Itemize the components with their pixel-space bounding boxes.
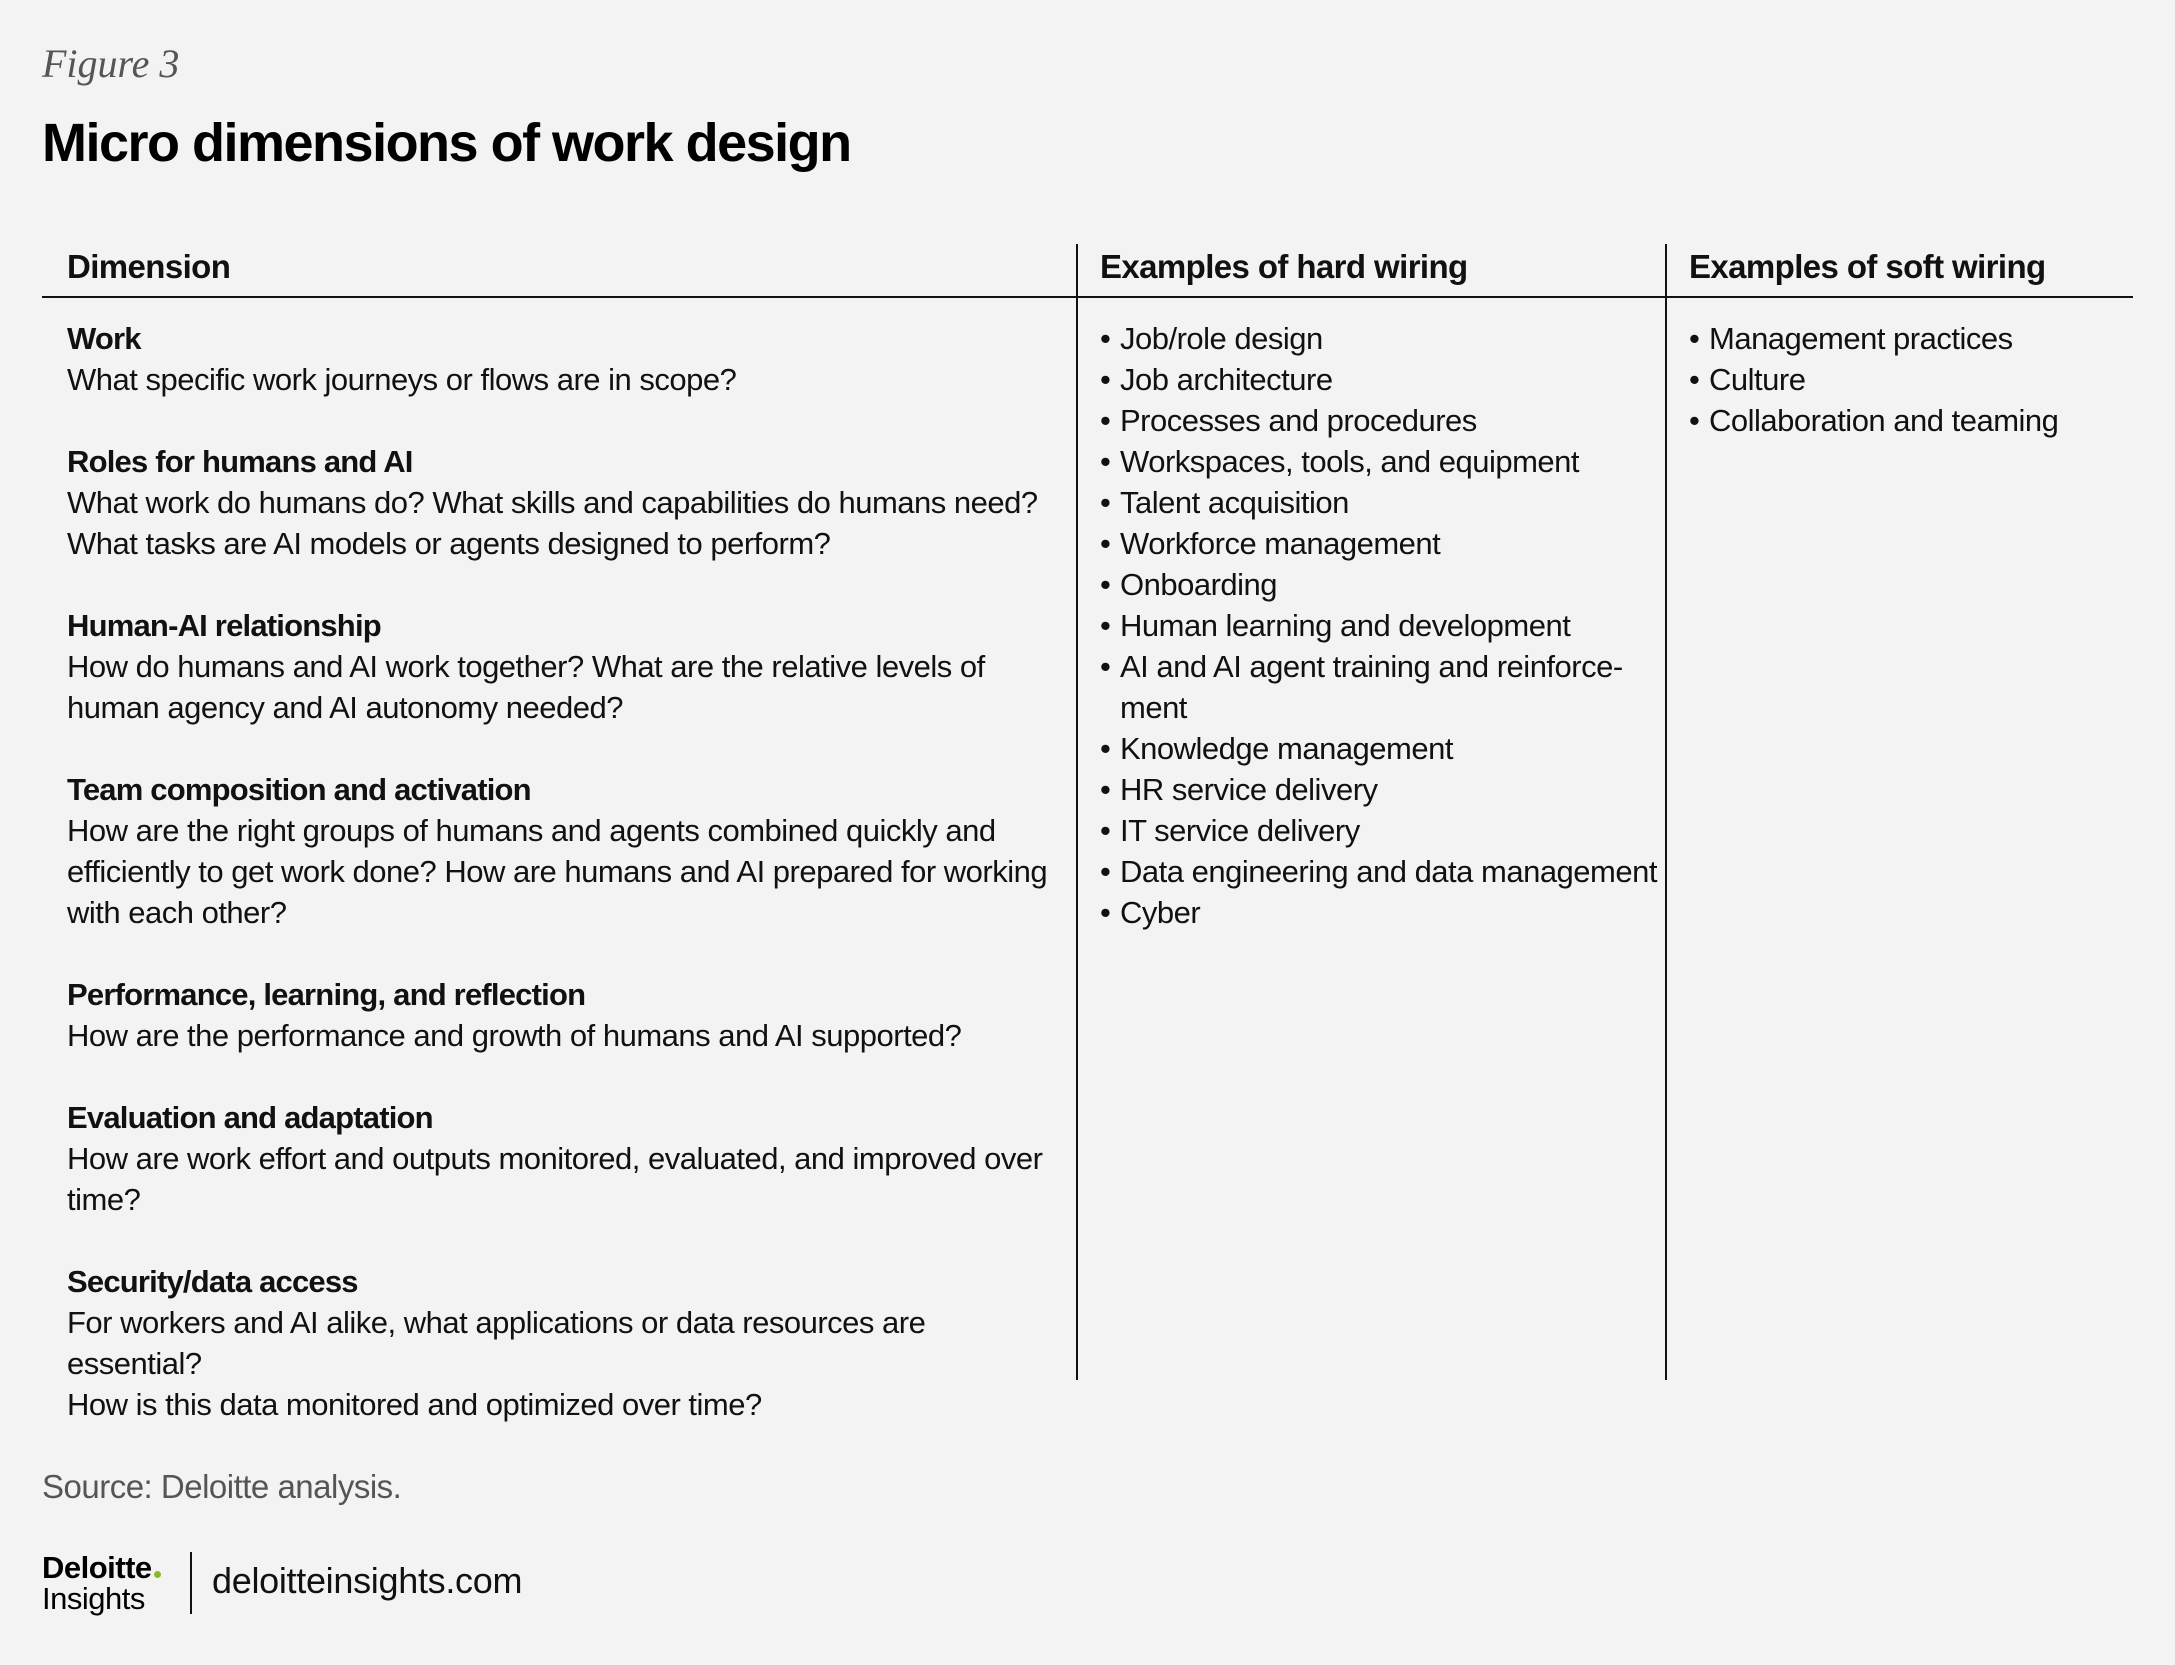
dimension-description-line: efficiently to get work done? How are humans and AI prepared for working <box>67 854 1048 889</box>
dimension-description-line: What specific work journeys or flows are in scope? <box>67 362 737 397</box>
dimension-title: Work <box>67 321 141 356</box>
hard-wiring-item: • Cyber <box>1100 892 1660 933</box>
dimension-item <box>67 318 1067 400</box>
deloitte-insights-logo <box>42 1552 161 1614</box>
dimension-description-line: How is this data monitored and optimized over time? <box>67 1387 762 1422</box>
logo-wordmark: Deloitte <box>42 1550 152 1585</box>
soft-wiring-header: Examples of soft wiring <box>1689 248 2046 285</box>
dimension-item <box>67 1097 1067 1220</box>
dimension-title: Roles for humans and AI <box>67 444 413 479</box>
soft-wiring-list <box>1689 318 2129 441</box>
column-divider-2 <box>1665 244 1667 1380</box>
hard-wiring-item: • Processes and procedures <box>1100 400 1660 441</box>
soft-wiring-item: • Culture <box>1689 359 2129 400</box>
hard-wiring-item: • Workspaces, tools, and equipment <box>1100 441 1660 482</box>
hard-wiring-item: • Knowledge management <box>1100 728 1660 769</box>
dimension-description-line: human agency and AI autonomy needed? <box>67 690 623 725</box>
hard-wiring-item: • Talent acquisition <box>1100 482 1660 523</box>
figure-title: Micro dimensions of work design <box>42 113 851 173</box>
dimension-description-line: How are work effort and outputs monitored, evaluated, and improved over <box>67 1141 1043 1176</box>
dimension-header: Dimension <box>67 248 231 285</box>
hard-wiring-item: • HR service delivery <box>1100 769 1660 810</box>
source-note: Source: Deloitte analysis. <box>42 1468 402 1505</box>
dimension-list <box>67 296 1067 1425</box>
soft-wiring-column <box>1689 244 2129 441</box>
column-divider-1 <box>1076 244 1078 1380</box>
dimension-title: Evaluation and adaptation <box>67 1100 433 1135</box>
logo-dot-icon <box>154 1571 161 1578</box>
dimension-item <box>67 769 1067 933</box>
dimension-description-line: What tasks are AI models or agents designed to perform? <box>67 526 831 561</box>
dimension-item <box>67 1261 1067 1425</box>
dimension-title: Team composition and activation <box>67 772 531 807</box>
figure-label: Figure 3 <box>42 41 180 86</box>
hard-wiring-item: • Job architecture <box>1100 359 1660 400</box>
dimension-description-line: time? <box>67 1182 141 1217</box>
dimension-item <box>67 974 1067 1056</box>
hard-wiring-item: • IT service delivery <box>1100 810 1660 851</box>
logo-subtitle: Insights <box>42 1581 145 1616</box>
logo-divider <box>190 1552 192 1614</box>
dimension-description-line: with each other? <box>67 895 287 930</box>
hard-wiring-item: • Onboarding <box>1100 564 1660 605</box>
dimension-title: Performance, learning, and reflection <box>67 977 586 1012</box>
hard-wiring-item: • Workforce management <box>1100 523 1660 564</box>
dimension-column <box>67 244 1067 1466</box>
dimension-title: Security/data access <box>67 1264 358 1299</box>
hard-wiring-list <box>1100 318 1660 933</box>
soft-wiring-item: • Management practices <box>1689 318 2129 359</box>
hard-wiring-column <box>1100 244 1660 933</box>
hard-wiring-header: Examples of hard wiring <box>1100 248 1468 285</box>
dimensions-table <box>42 244 2133 1422</box>
hard-wiring-item: • Data engineering and data management <box>1100 851 1660 892</box>
dimension-description-line: What work do humans do? What skills and capabilities do humans need? <box>67 485 1038 520</box>
hard-wiring-item: • Job/role design <box>1100 318 1660 359</box>
dimension-description-line: For workers and AI alike, what applications or data resources are essential? <box>67 1305 926 1381</box>
dimension-description-line: How are the right groups of humans and agents combined quickly and <box>67 813 996 848</box>
website-link[interactable]: deloitteinsights.com <box>212 1560 523 1601</box>
soft-wiring-item: • Collaboration and teaming <box>1689 400 2129 441</box>
hard-wiring-item: • AI and AI agent training and reinforce- ment <box>1100 646 1660 728</box>
hard-wiring-item: • Human learning and development <box>1100 605 1660 646</box>
dimension-description-line: How are the performance and growth of humans and AI supported? <box>67 1018 962 1053</box>
dimension-item <box>67 605 1067 728</box>
dimension-description-line: How do humans and AI work together? What are the relative levels of <box>67 649 985 684</box>
dimension-title: Human-AI relationship <box>67 608 381 643</box>
dimension-item <box>67 441 1067 564</box>
